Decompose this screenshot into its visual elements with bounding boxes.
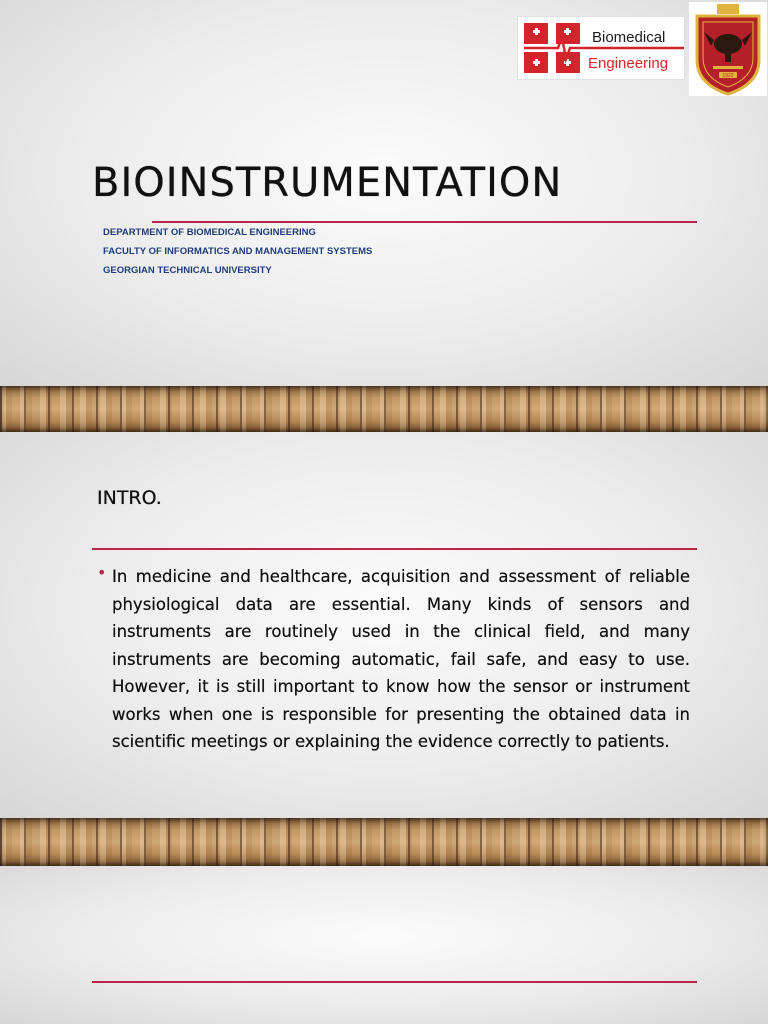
slide-next-partial	[0, 866, 768, 1024]
intro-underline	[92, 548, 697, 550]
subtitle-university: GEORGIAN TECHNICAL UNIVERSITY	[103, 265, 272, 276]
bullet-icon: •	[97, 563, 107, 582]
intro-heading: INTRO.	[97, 487, 162, 509]
intro-bullet-text: In medicine and healthcare, acquisition and assessment of reliable physiological data are essential. Many kinds of sensors and instruments are routinely used in the clinical field, and many instruments are becoming automatic, fail safe, and easy to use. However, it is still important to know how the sensor or instrument works when one is responsible for presenting the obtained data in scientific meetings or explaining the evidence correctly to patients.	[112, 567, 690, 751]
biomedical-engineering-logo	[517, 16, 685, 80]
crest-shield-icon	[689, 2, 767, 96]
slide-title	[0, 0, 768, 386]
logo-line2: Engineering	[588, 55, 669, 72]
slide-title-text: BIOINSTRUMENTATION	[92, 160, 563, 206]
logo-line1: Biomedical	[592, 29, 666, 46]
wood-floor-divider	[0, 386, 768, 432]
title-underline	[152, 221, 697, 223]
university-crest	[689, 2, 767, 96]
slide3-underline	[92, 981, 697, 983]
wood-floor-divider	[0, 818, 768, 866]
crest-year: 1922	[722, 73, 734, 79]
subtitle-faculty: FACULTY OF INFORMATICS AND MANAGEMENT SYSTEMS	[103, 246, 373, 257]
subtitle-department: DEPARTMENT OF BIOMEDICAL ENGINEERING	[103, 227, 316, 238]
